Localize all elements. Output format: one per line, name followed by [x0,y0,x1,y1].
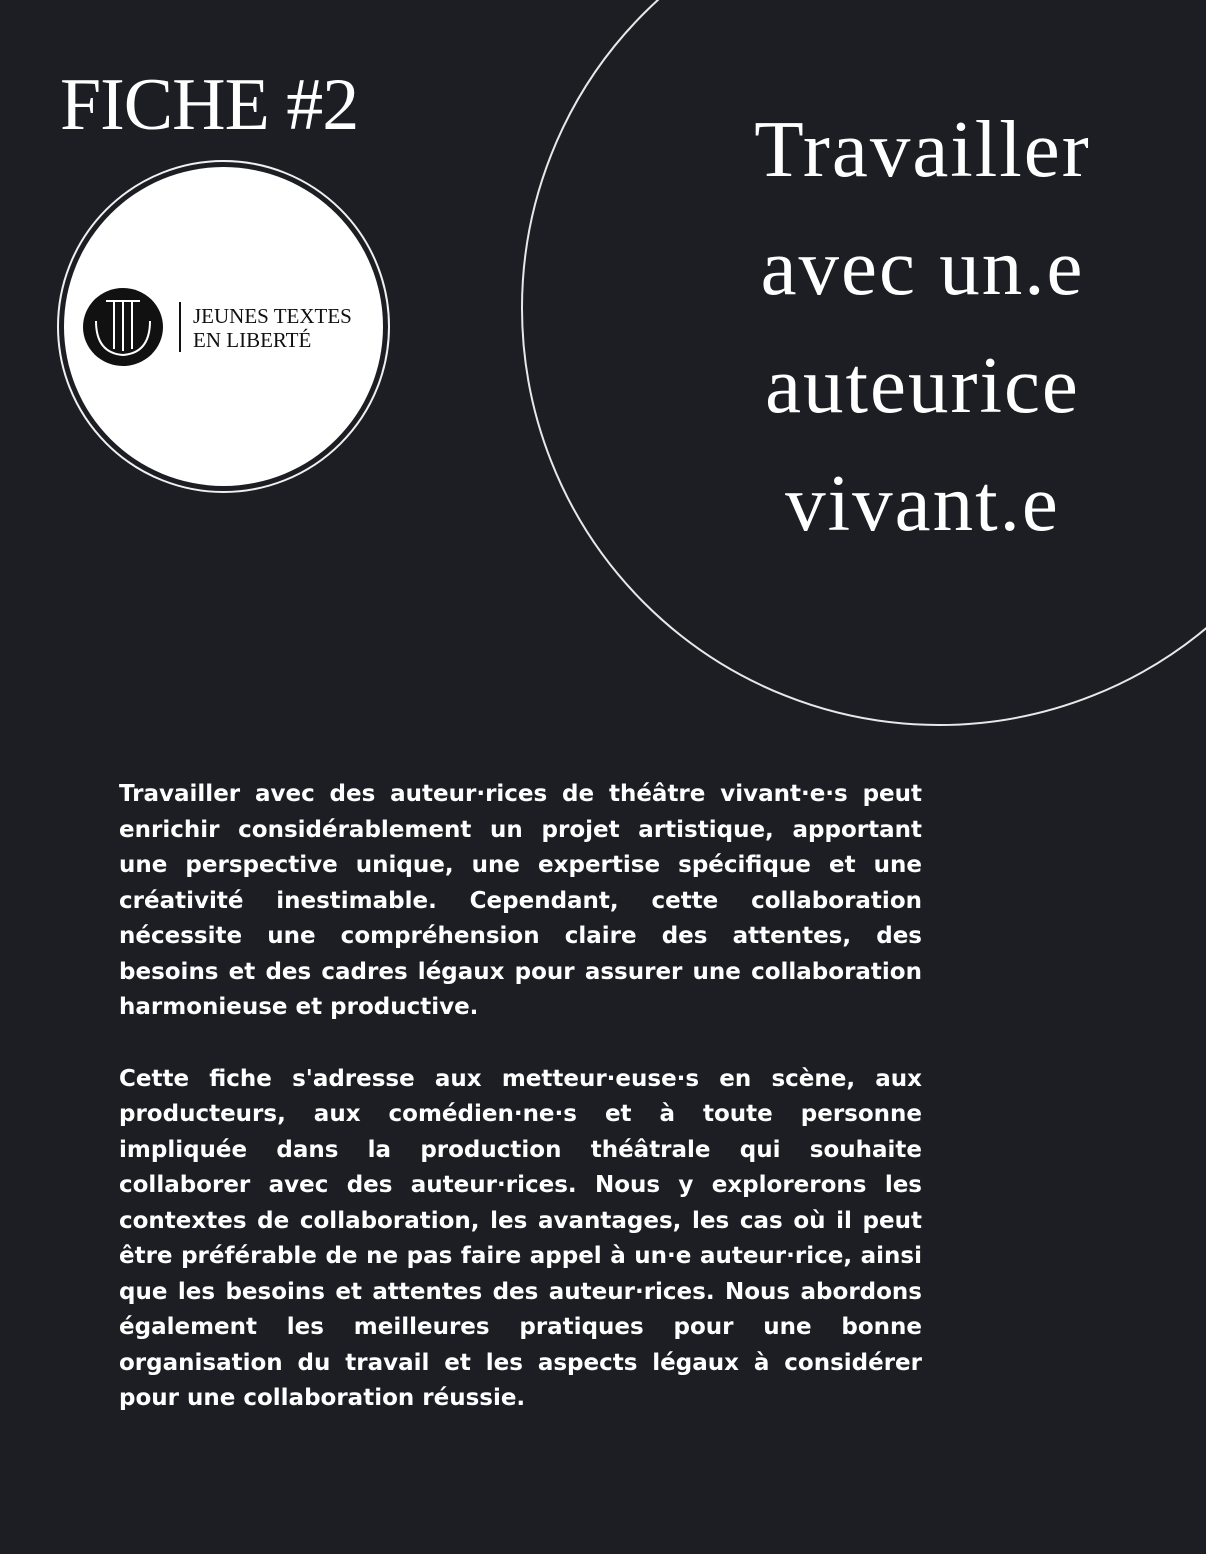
title-line: auteurice [765,340,1080,430]
body-text [119,777,922,1453]
page-title [700,90,1145,562]
title-line: Travailler [754,104,1091,194]
title-line: vivant.e [785,458,1060,548]
title-line: avec un.e [760,222,1085,312]
logo-line-1: JEUNES TEXTES [193,304,352,328]
logo-wordmark [193,304,352,352]
audience-paragraph: Cette fiche s'adresse aux metteur·euse·s en scène, aux producteurs, aux comédien·ne·s et à toute personne impliquée dans la production théâtrale qui souhaite collaborer avec des auteur·rices. Nous y explorerons les contextes de collaboration, les avantages, les cas où il peut être préférable de ne pas faire appel à un·e auteur·rice, ainsi que les besoins et attentes des auteur·rices. Nous abordons également les meilleures pratiques pour une bonne organisation du travail et les aspects légaux à considérer pour une collaboration réussie. [119,1065,922,1411]
logo-mark-icon [82,287,164,367]
logo-divider [179,302,181,352]
intro-paragraph: Travailler avec des auteur·rices de théâtre vivant·e·s peut enrichir considérablement un projet artistique, apportant une perspective unique, une expertise spécifique et une créativité inestimable. Cependant, cette collaboration nécessite une compréhension claire des attentes, des besoins et des cadres légaux pour assurer une collaboration harmonieuse et productive. [119,781,922,1020]
fiche-label: FICHE #2 [60,64,359,146]
logo-line-2: EN LIBERTÉ [193,328,312,352]
